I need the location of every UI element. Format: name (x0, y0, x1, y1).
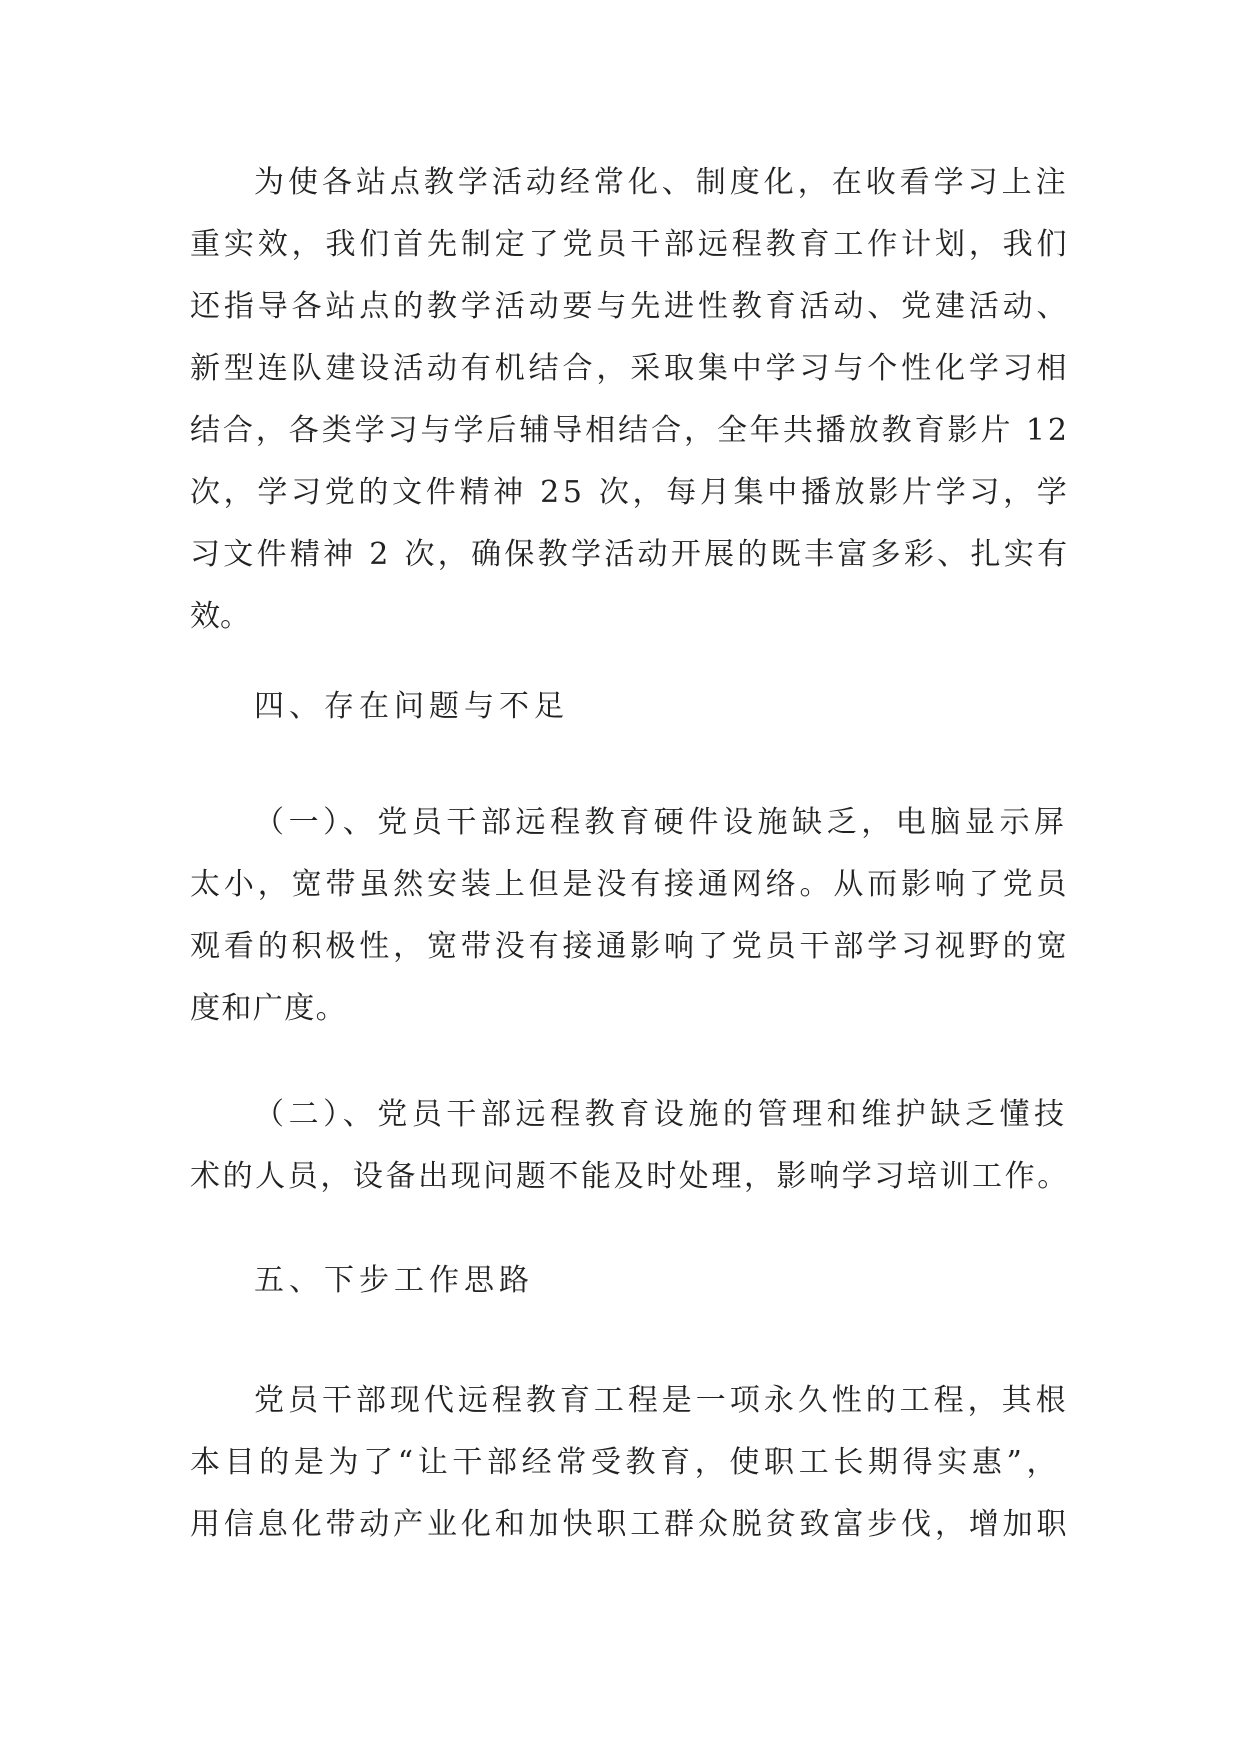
paragraph-line: 次，学习党的文件精神 25 次，每月集中播放影片学习，学 (190, 475, 1071, 510)
paragraph-maintenance-staff (190, 1084, 1090, 1208)
paragraph-line: 为使各站点教学活动经常化、制度化，在收看学习上注 (254, 165, 1070, 200)
paragraph-line: 术的人员，设备出现问题不能及时处理，影响学习培训工作。 (190, 1159, 1070, 1194)
paragraph-line: 还指导各站点的教学活动要与先进性教育活动、党建活动、 (190, 289, 1071, 324)
section-heading-problems: 四、存在问题与不足 (254, 689, 569, 724)
paragraph-line: 用信息化带动产业化和加快职工群众脱贫致富步伐，增加职 (190, 1507, 1071, 1542)
paragraph-line: （二）、党员干部远程教育设施的管理和维护缺乏懂技 (254, 1097, 1069, 1132)
paragraph-line: 观看的积极性，宽带没有接通影响了党员干部学习视野的宽 (190, 929, 1071, 964)
paragraph-line: 习文件精神 2 次，确保教学活动开展的既丰富多彩、扎实有 (190, 537, 1071, 572)
paragraph-line: 效。 (190, 599, 250, 634)
paragraph-line: 太小，宽带虽然安装上但是没有接通网络。从而影响了党员 (190, 867, 1071, 902)
paragraph-line: （一）、党员干部远程教育硬件设施缺乏，电脑显示屏 (254, 805, 1069, 840)
paragraph-line: 党员干部现代远程教育工程是一项永久性的工程，其根 (254, 1383, 1070, 1418)
paragraph-line: 结合，各类学习与学后辅导相结合，全年共播放教育影片 12 (190, 413, 1070, 448)
paragraph-line: 新型连队建设活动有机结合，采取集中学习与个性化学习相 (190, 351, 1071, 386)
paragraph-line: 度和广度。 (190, 991, 347, 1026)
section-heading-next-steps: 五、下步工作思路 (254, 1263, 534, 1298)
paragraph-hardware-shortage (190, 792, 1090, 1040)
paragraph-teaching-activities (190, 152, 1090, 648)
paragraph-line: 本目的是为了“让干部经常受教育，使职工长期得实惠”， (190, 1445, 1062, 1480)
paragraph-long-term-project (190, 1370, 1090, 1556)
paragraph-line: 重实效，我们首先制定了党员干部远程教育工作计划，我们 (190, 227, 1071, 262)
